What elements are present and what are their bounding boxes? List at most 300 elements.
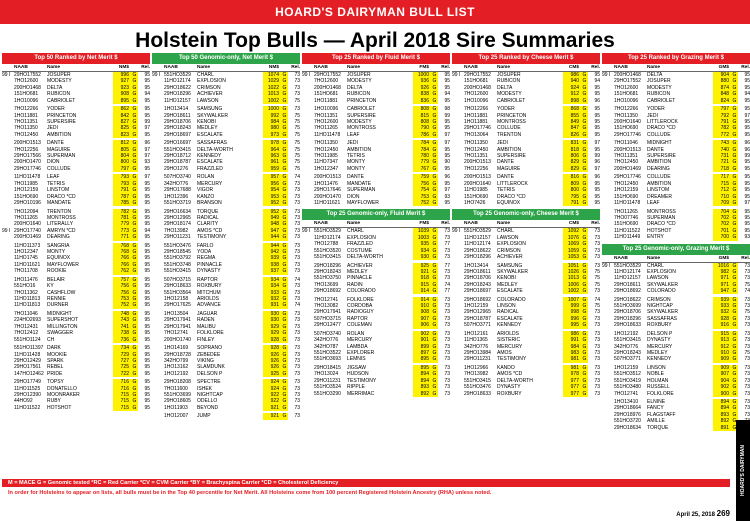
cell-naab: 29HO17746 [14, 165, 41, 172]
header-grd [281, 64, 288, 71]
cell-val: 715 [113, 398, 131, 404]
cell-naab: 11HO1365 [464, 337, 488, 344]
cell-rel: 95 [744, 174, 750, 181]
cell-rel: 95 [144, 398, 150, 405]
cell-name: DANTE [47, 140, 64, 147]
cell-val: 1029 [263, 78, 281, 84]
cell-naab: 1HO12347 [314, 165, 339, 172]
cell-naab: 7HO11265 [614, 208, 638, 215]
cell-rel: 73 [594, 390, 600, 397]
column-2 [152, 53, 300, 473]
cell-pre [452, 391, 464, 397]
table-row [2, 132, 150, 138]
cell-grd: G [132, 165, 137, 172]
cell-grd: G [132, 180, 137, 187]
cell-name: MEDLEY [197, 125, 218, 132]
header-name: Name [347, 221, 361, 227]
cell-val: 757 [113, 277, 131, 283]
cell-val: 752 [413, 200, 431, 206]
cell-grd: G [732, 275, 737, 282]
table-row [152, 234, 300, 240]
cell-rel: 73 [744, 296, 750, 303]
cell-grd: G [282, 140, 287, 147]
cell-val: 784 [413, 140, 431, 146]
header-pre [452, 64, 464, 71]
cell-naab: 11HO12174 [314, 234, 341, 241]
cell-rel: 95 [144, 242, 150, 249]
cell-name: DREAMER [647, 193, 673, 200]
cell-val: 954 [263, 187, 281, 193]
cell-grd: G [132, 199, 137, 206]
cell-name: SAMSUNG [197, 106, 223, 113]
cell-rel: 73 [444, 228, 450, 235]
header-val: NM$ [118, 65, 129, 70]
cell-name: FOLKLORE [197, 330, 224, 337]
cell-name: DURNER [47, 302, 69, 309]
cell-naab: 7HO12600 [14, 78, 39, 85]
cell-rel: 98 [444, 106, 450, 113]
cell-grd: G [732, 84, 737, 91]
cell-rel: 97 [144, 153, 150, 160]
cell-naab: 1HO12396 [164, 193, 189, 200]
header-val: GM$ [718, 255, 729, 261]
table-row [452, 200, 600, 206]
cell-val: 790 [413, 125, 431, 131]
cell-grd: G [582, 377, 587, 384]
cell-name: MANDATE [47, 199, 72, 206]
cell-rel: 73 [444, 343, 450, 350]
cell-grd: G [132, 323, 137, 330]
cell-val: 709 [713, 200, 731, 206]
cell-grd: G [282, 351, 287, 358]
cell-val: 1051 [563, 263, 581, 269]
cell-val: 925 [413, 263, 431, 269]
cell-grd: G [282, 323, 287, 330]
cell-grd: G [732, 315, 737, 322]
cell-name: KENOBI [197, 118, 216, 125]
cell-name: MOOKIE [47, 351, 68, 358]
cell-grd: G [732, 418, 737, 425]
cell-rel: 75 [294, 146, 300, 153]
cell-name: EQUINOX [47, 255, 71, 262]
cell-naab: 551HO3476 [164, 242, 191, 249]
cell-val: 855 [563, 113, 581, 119]
ranking-table [2, 53, 150, 411]
cell-grd: G [432, 241, 437, 248]
cell-pre [602, 234, 614, 240]
cell-rel: 97 [144, 125, 150, 132]
cell-rel: 95 [744, 227, 750, 234]
cell-pre [2, 302, 14, 308]
cell-name: JUMP [197, 413, 211, 420]
cell-val: 715 [113, 405, 131, 411]
cell-rel: 73 [294, 208, 300, 215]
cell-naab: 7HO11985 [314, 153, 338, 160]
cell-val: 910 [713, 350, 731, 356]
cell-val: 934 [263, 277, 281, 283]
cell-val: 901 [413, 337, 431, 343]
cell-val: 894 [413, 378, 431, 384]
cell-naab: 151HO690 [614, 221, 639, 228]
cell-val: 909 [713, 365, 731, 371]
cell-naab: 29HO18296 [614, 315, 641, 322]
header-rel: Rel. [591, 65, 600, 70]
cell-grd: G [132, 159, 137, 166]
cell-grd: G [282, 413, 287, 420]
table-row [302, 356, 450, 362]
cell-grd: G [282, 84, 287, 91]
cell-grd: G [132, 140, 137, 147]
cell-grd: G [132, 370, 137, 377]
cell-grd: G [282, 276, 287, 283]
cell-naab: 200HO1513 [464, 159, 491, 166]
cell-rel: 95 [744, 118, 750, 125]
cell-rel: 73 [744, 405, 750, 412]
cell-val: 800 [113, 159, 131, 165]
cell-name: MIDNIGHT [47, 310, 72, 317]
side-tab: HOARD'S DAIRYMAN [736, 420, 750, 521]
cell-rel: 75 [294, 140, 300, 147]
cell-rel: 95 [444, 153, 450, 160]
header-naab: NAAB [314, 221, 328, 227]
cell-rel: 73 [294, 242, 300, 249]
cell-rel: 95 [144, 323, 150, 330]
cell-rel: 75 [294, 165, 300, 172]
cell-rel: 73 [294, 72, 300, 78]
cell-pre [602, 132, 614, 138]
cell-val: 913 [713, 337, 731, 343]
cell-pre [602, 98, 614, 104]
cell-grd: G [582, 228, 587, 235]
cell-grd: G [282, 125, 287, 132]
cell-name: MODESTY [47, 78, 72, 85]
cell-naab: 7HO12600 [464, 91, 489, 98]
cell-naab: 1HO11881 [14, 112, 38, 119]
cell-rel: 96 [594, 159, 600, 166]
table-row [452, 356, 600, 362]
cell-name: ENTRY [647, 234, 664, 241]
cell-grd: G [582, 131, 587, 138]
cell-val: 908 [113, 91, 131, 97]
cell-naab: 551HO11397 [14, 345, 44, 352]
cell-naab: 7HO12266 [614, 106, 639, 113]
cell-name: COLLUDE [647, 131, 671, 138]
cell-val: 791 [713, 119, 731, 125]
cell-grd: G [732, 303, 737, 310]
cell-grd: G [582, 268, 587, 275]
cell-val: 768 [113, 243, 131, 249]
table-row [452, 166, 600, 172]
cell-naab: 29HO18633 [164, 283, 191, 290]
cell-rel: 73 [294, 413, 300, 420]
cell-name: SOPRANO [197, 345, 223, 352]
cell-grd: G [132, 357, 137, 364]
cell-rel: 95 [144, 208, 150, 215]
cell-naab: 29HO18296 [464, 253, 491, 260]
cell-grd: G [132, 310, 137, 317]
table-row [602, 98, 750, 104]
cell-rel: 96 [444, 174, 450, 181]
cell-name: DELSON P [197, 370, 223, 377]
cell-name: DRACO *CD [497, 193, 526, 200]
cell-grd: G [132, 72, 137, 78]
cell-naab: 29HO17749 [14, 379, 41, 386]
cell-rel: 95 [744, 72, 750, 78]
cell-name: TRENTON [47, 208, 72, 215]
cell-naab: 11HO11813 [14, 302, 41, 309]
cell-val: 904 [713, 72, 731, 78]
cell-grd: G [282, 392, 287, 399]
cell-grd: G [282, 242, 287, 249]
cell-name: FRAZZLED [197, 165, 223, 172]
cell-name: JOSUPER [47, 72, 71, 78]
cell-val: 902 [713, 384, 731, 390]
cell-grd: G [132, 289, 137, 296]
cell-naab: 11HO11621 [14, 261, 41, 268]
cell-rel: 73 [594, 377, 600, 384]
cell-name: CHARL [647, 262, 664, 269]
cell-naab: 29HO17552 [464, 72, 491, 78]
cell-naab: 11HO7347 [314, 159, 338, 166]
header-val: FM$ [419, 221, 429, 227]
cell-grd: G [432, 337, 437, 344]
cell-grd: G [282, 379, 287, 386]
cell-rel: 97 [594, 165, 600, 172]
cell-name: MERCURY [497, 343, 523, 350]
cell-pre [302, 356, 314, 362]
cell-rel: 94 [144, 227, 150, 234]
cell-naab: 551HO3529 [464, 228, 491, 235]
cell-grd: G [582, 337, 587, 344]
cell-grd: G [432, 356, 437, 363]
cell-val: 786 [413, 132, 431, 138]
cell-val: 934 [413, 248, 431, 254]
cell-val: 804 [113, 153, 131, 159]
cell-val: 937 [263, 268, 281, 274]
cell-val: 926 [263, 358, 281, 364]
cell-val: 891 [713, 425, 731, 431]
cell-name: LINSTOM [647, 187, 670, 194]
cell-rel: 73 [294, 84, 300, 91]
cell-val: 1026 [563, 269, 581, 275]
cell-rel: 75 [294, 118, 300, 125]
header-naab: NAAB [614, 255, 628, 261]
ranking-table [452, 53, 600, 206]
cell-name: LEAF [647, 199, 660, 206]
cell-pre [2, 371, 14, 377]
cell-grd: G [132, 345, 137, 352]
cell-grd: G [282, 106, 287, 113]
header-grd [731, 255, 738, 262]
cell-rel: 73 [594, 337, 600, 344]
cell-name: AMOS *CD [497, 371, 523, 378]
cell-val: 961 [263, 159, 281, 165]
cell-name: RUBICON [647, 91, 671, 98]
cell-rel: 95 [744, 131, 750, 138]
table-row [452, 322, 600, 328]
cell-grd: G [732, 78, 737, 85]
cell-grd: G [732, 281, 737, 288]
cell-grd: G [732, 187, 737, 194]
table-row [602, 234, 750, 240]
cell-name: NIGHTCAP [197, 392, 223, 399]
cell-val: 927 [113, 78, 131, 84]
cell-name: AMBITION [347, 146, 372, 153]
cell-grd: G [732, 97, 737, 104]
cell-grd: G [732, 384, 737, 391]
cell-naab: 7HO12094 [14, 208, 39, 215]
cell-grd: G [732, 208, 737, 215]
cell-grd: G [282, 97, 287, 104]
cell-rel: 73 [594, 234, 600, 241]
header-naab: NAAB [464, 65, 478, 70]
cell-grd: G [132, 221, 137, 228]
cell-val: 899 [413, 344, 431, 350]
cell-grd: G [732, 337, 737, 344]
cell-naab: 1HO10096 [464, 97, 489, 104]
cell-rel: 95 [444, 118, 450, 125]
cell-name: CRIMSON [497, 247, 521, 254]
cell-naab: 1HO12347 [14, 249, 39, 256]
cell-grd: G [732, 411, 737, 418]
cell-naab: 200HO1513 [314, 174, 341, 181]
cell-grd: G [432, 78, 437, 85]
cell-name: SKYWALKER [647, 281, 678, 288]
cell-val: 991 [563, 337, 581, 343]
page-number: 269 [716, 509, 730, 518]
cell-rel: 73 [744, 268, 750, 275]
cell-name: ELNINE [647, 399, 666, 406]
cell-grd: G [132, 268, 137, 275]
cell-rel: 73 [294, 180, 300, 187]
issue-date: April 25, 2018 [676, 512, 715, 518]
cell-rel: 73 [294, 323, 300, 330]
cell-grd: G [582, 106, 587, 113]
cell-naab: 29HO18697 [464, 288, 491, 295]
cell-rel: 73 [744, 275, 750, 282]
cell-naab: 7HO12600 [314, 118, 339, 125]
cell-name: COLORADO [497, 296, 526, 303]
cell-val: 924 [263, 379, 281, 385]
cell-name: VIKING [197, 357, 214, 364]
cell-rel: 97 [744, 199, 750, 206]
cell-naab: 551HO3480 [614, 384, 641, 391]
cell-grd: G [732, 234, 737, 241]
cell-naab: 7HO13982 [464, 371, 489, 378]
cell-naab: 551HO3529 [614, 262, 641, 269]
cell-rel: 73 [744, 330, 750, 337]
cell-name: MODESTY [347, 118, 372, 125]
cell-naab: 1HO12159 [464, 303, 489, 310]
cell-val: 998 [563, 309, 581, 315]
cell-name: RUSSELL [647, 384, 670, 391]
cell-naab: 7HO11046 [14, 310, 38, 317]
cell-val: 815 [413, 113, 431, 119]
cell-name: ARIOLDS [197, 296, 219, 303]
cell-name: DANTE [347, 174, 364, 181]
cell-val: 1053 [563, 254, 581, 260]
ranking-table [602, 244, 750, 432]
cell-grd: G [432, 131, 437, 138]
cell-val: 772 [713, 132, 731, 138]
cell-rel: 73 [444, 384, 450, 391]
cell-grd: G [432, 234, 437, 241]
table-row [602, 391, 750, 397]
cell-naab: 11HO11478 [14, 174, 41, 181]
cell-name: TOPSY [47, 379, 64, 386]
cell-grd: G [132, 276, 137, 283]
cell-val: 930 [263, 311, 281, 317]
cell-name: BEYOND [197, 404, 219, 411]
cell-grd: G [132, 379, 137, 386]
cell-name: MODESTY [647, 84, 672, 91]
cell-val: 944 [263, 243, 281, 249]
cell-naab: 29HO1276 [164, 165, 189, 172]
cell-name: MERCURY [197, 180, 223, 187]
cell-name: ESCALATE [497, 315, 523, 322]
cell-name: MONTY [47, 249, 66, 256]
cell-grd: G [432, 228, 437, 235]
cell-naab: 1HO11881 [464, 118, 488, 125]
cell-name: SUPERMAN [47, 153, 76, 160]
cell-grd: G [132, 187, 137, 194]
cell-name: CABRIOLET [497, 97, 526, 104]
cell-grd: G [132, 84, 137, 91]
cell-name: SWAGGER [47, 330, 73, 337]
table-header [452, 220, 600, 228]
cell-rel: 95 [144, 165, 150, 172]
header-val: CM$ [568, 65, 579, 70]
cell-rel: 73 [594, 330, 600, 337]
cell-val: 928 [263, 337, 281, 343]
cell-naab: 29HO11231 [464, 356, 491, 363]
cell-name: RUBICON [47, 91, 71, 98]
cell-grd: G [132, 249, 137, 256]
cell-naab: 11HO11373 [14, 242, 41, 249]
table-row [602, 200, 750, 206]
cell-name: DRACO *CD [47, 193, 76, 200]
cell-rel: 95 [594, 193, 600, 200]
cell-grd: G [282, 214, 287, 221]
cell-rel: 95 [444, 78, 450, 85]
cell-grd: G [732, 91, 737, 98]
cell-name: TESTIMONY [197, 234, 227, 241]
cell-pre [452, 132, 464, 138]
cell-name: ACHIEVER [347, 262, 373, 269]
cell-naab: 7HO11350 [464, 140, 488, 147]
cell-name: KENNEDY [647, 356, 672, 363]
cell-grd: G [732, 165, 737, 172]
cell-pre [152, 234, 164, 240]
cell-naab: 507HO3715 [314, 315, 341, 322]
cell-rel: 94 [144, 91, 150, 98]
cell-rel: 95 [144, 214, 150, 221]
cell-grd: G [282, 146, 287, 153]
cell-val: 915 [713, 331, 731, 337]
cell-val: 923 [113, 85, 131, 91]
cell-grd: G [282, 249, 287, 256]
cell-name: JEDI [647, 112, 658, 119]
cell-naab: 151HO681 [314, 91, 339, 98]
header-name: Name [497, 65, 511, 70]
cell-rel: 93 [144, 159, 150, 166]
table-row [2, 234, 150, 240]
cell-naab: 1HO13410 [614, 399, 639, 406]
cell-rel: 97 [444, 187, 450, 194]
cell-rel: 95 [144, 255, 150, 262]
cell-rel: 73 [294, 255, 300, 262]
cell-name: DRACO *CD [647, 125, 676, 132]
